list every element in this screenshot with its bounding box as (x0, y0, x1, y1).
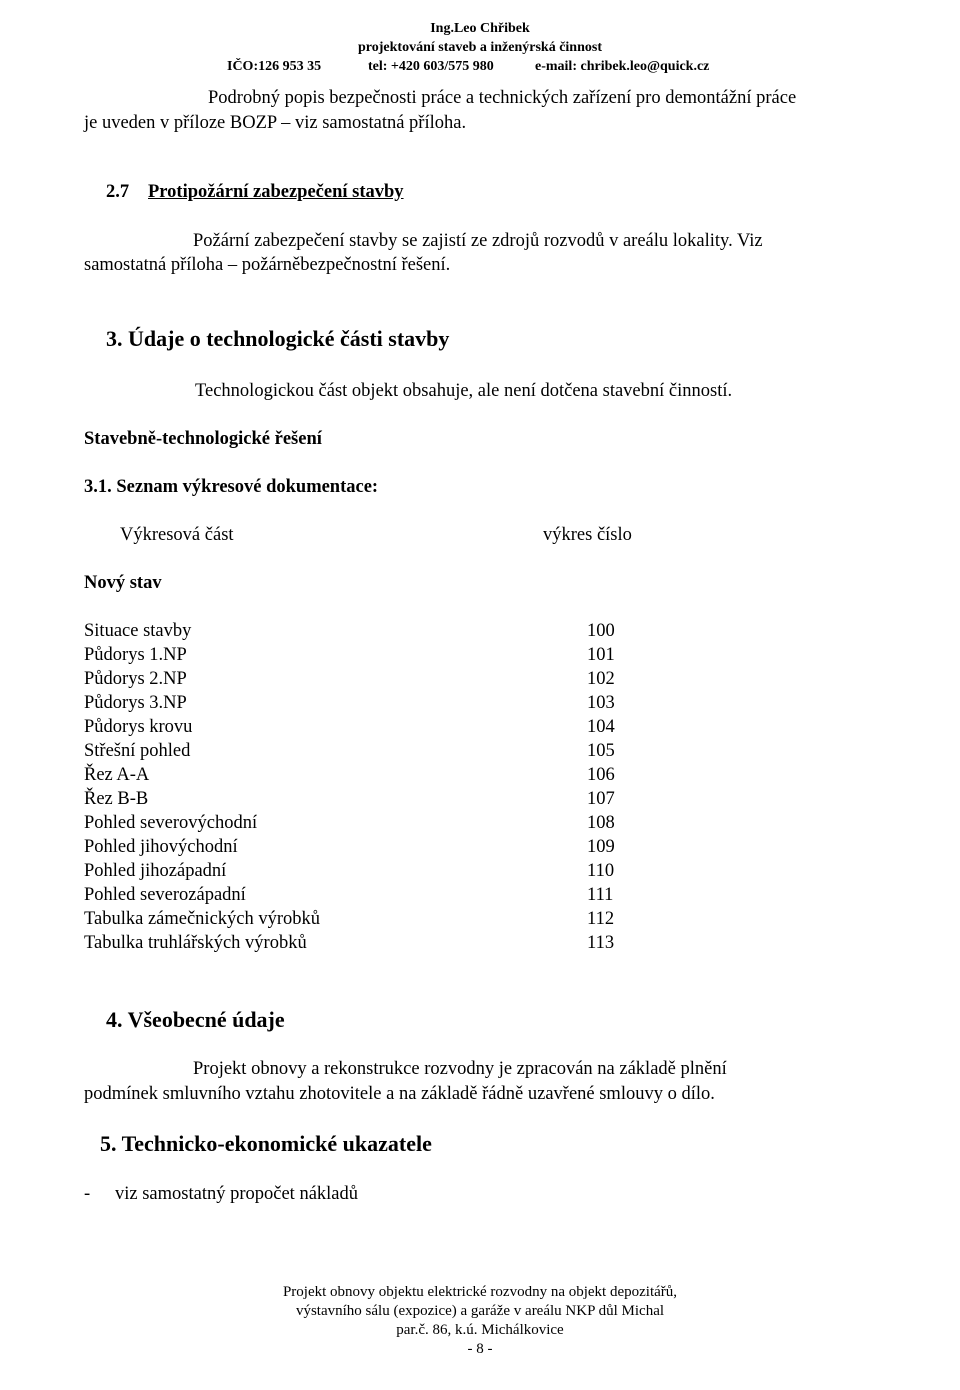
drawing-number: 113 (587, 933, 615, 953)
drawing-number: 107 (587, 789, 615, 809)
drawing-name: Půdorys krovu (84, 717, 193, 737)
drawing-number: 109 (587, 837, 615, 857)
table-row (84, 691, 644, 715)
section-5-heading: 5. Technicko-ekonomické ukazatele (100, 1131, 432, 1156)
drawing-name: Řez A-A (84, 765, 150, 785)
section-3-text: Technologickou část objekt obsahuje, ale není dotčena stavební činností. (195, 381, 733, 401)
letterhead-subtitle: projektování staveb a inženýrská činnost (358, 40, 602, 55)
drawing-number: 103 (587, 693, 615, 713)
table-row (84, 883, 644, 907)
table-row (84, 739, 644, 763)
section-2-7-line-1: Požární zabezpečení stavby se zajistí ze zdrojů rozvodů v areálu lokality. Viz (193, 231, 763, 251)
table-row (84, 643, 644, 667)
section-4-heading: 4. Všeobecné údaje (106, 1007, 285, 1032)
section-2-7-title: Protipožární zabezpečení stavby (148, 182, 404, 202)
table-row (84, 787, 644, 811)
drawing-number: 101 (587, 645, 615, 665)
section-4-line-1: Projekt obnovy a rekonstrukce rozvodny je zpracován na základě plnění (193, 1059, 727, 1079)
drawing-name: Půdorys 3.NP (84, 693, 187, 713)
drawing-number: 110 (587, 861, 615, 881)
drawing-number: 100 (587, 621, 615, 641)
table-row (84, 619, 644, 643)
letterhead-email: e-mail: chribek.leo@quick.cz (535, 59, 710, 74)
page-number: - 8 - (467, 1341, 493, 1357)
section-2-7-line-2: samostatná příloha – požárněbezpečnostní řešení. (84, 255, 451, 275)
drawing-name: Řez B-B (84, 789, 149, 809)
drawings-col-number: výkres číslo (543, 525, 632, 545)
table-row (84, 835, 644, 859)
drawing-name: Pohled jihozápadní (84, 861, 227, 881)
footer-line-1: Projekt obnovy objektu elektrické rozvodny na objekt depozitářů, (282, 1284, 678, 1300)
drawing-name: Střešní pohled (84, 741, 191, 761)
drawing-name: Situace stavby (84, 621, 192, 641)
section-5-bullet-text: viz samostatný propočet nákladů (115, 1184, 359, 1204)
drawings-group-label: Nový stav (84, 573, 162, 593)
letterhead-ico: IČO:126 953 35 (227, 59, 322, 74)
table-row (84, 667, 644, 691)
table-row (84, 763, 644, 787)
bullet-dash: - (84, 1184, 91, 1204)
intro-line-2: je uveden v příloze BOZP – viz samostatná příloha. (84, 113, 467, 133)
table-row (84, 931, 644, 955)
drawing-name: Pohled severozápadní (84, 885, 246, 905)
intro-line-1: Podrobný popis bezpečnosti práce a technických zařízení pro demontážní práce (208, 88, 797, 108)
letterhead-name: Ing.Leo Chřibek (430, 21, 530, 36)
drawing-name: Pohled severovýchodní (84, 813, 258, 833)
section-3-subheading: Stavebně-technologické řešení (84, 429, 322, 449)
table-row (84, 811, 644, 835)
section-3-1-heading: 3.1. Seznam výkresové dokumentace: (84, 477, 379, 497)
drawing-number: 104 (587, 717, 615, 737)
section-3-heading: 3. Údaje o technologické části stavby (106, 326, 450, 351)
drawings-col-part: Výkresová část (120, 525, 234, 545)
footer-line-3: par.č. 86, k.ú. Michálkovice (396, 1322, 564, 1338)
drawing-name: Půdorys 1.NP (84, 645, 187, 665)
table-row (84, 907, 644, 931)
drawing-number: 112 (587, 909, 615, 929)
letterhead-phone: tel: +420 603/575 980 (368, 59, 494, 74)
drawing-number: 108 (587, 813, 615, 833)
section-2-7-number: 2.7 (106, 182, 130, 202)
section-4-line-2: podmínek smluvního vztahu zhotovitele a na základě řádně uzavřené smlouvy o dílo. (84, 1084, 715, 1104)
drawing-number: 102 (587, 669, 615, 689)
drawing-name: Půdorys 2.NP (84, 669, 187, 689)
table-row (84, 859, 644, 883)
drawing-number: 111 (587, 885, 614, 905)
drawing-name: Tabulka truhlářských výrobků (84, 933, 307, 953)
drawing-number: 105 (587, 741, 615, 761)
drawing-name: Tabulka zámečnických výrobků (84, 909, 321, 929)
drawing-name: Pohled jihovýchodní (84, 837, 238, 857)
table-row (84, 715, 644, 739)
footer-line-2: výstavního sálu (expozice) a garáže v areálu NKP důl Michal (295, 1303, 665, 1319)
drawing-number: 106 (587, 765, 615, 785)
